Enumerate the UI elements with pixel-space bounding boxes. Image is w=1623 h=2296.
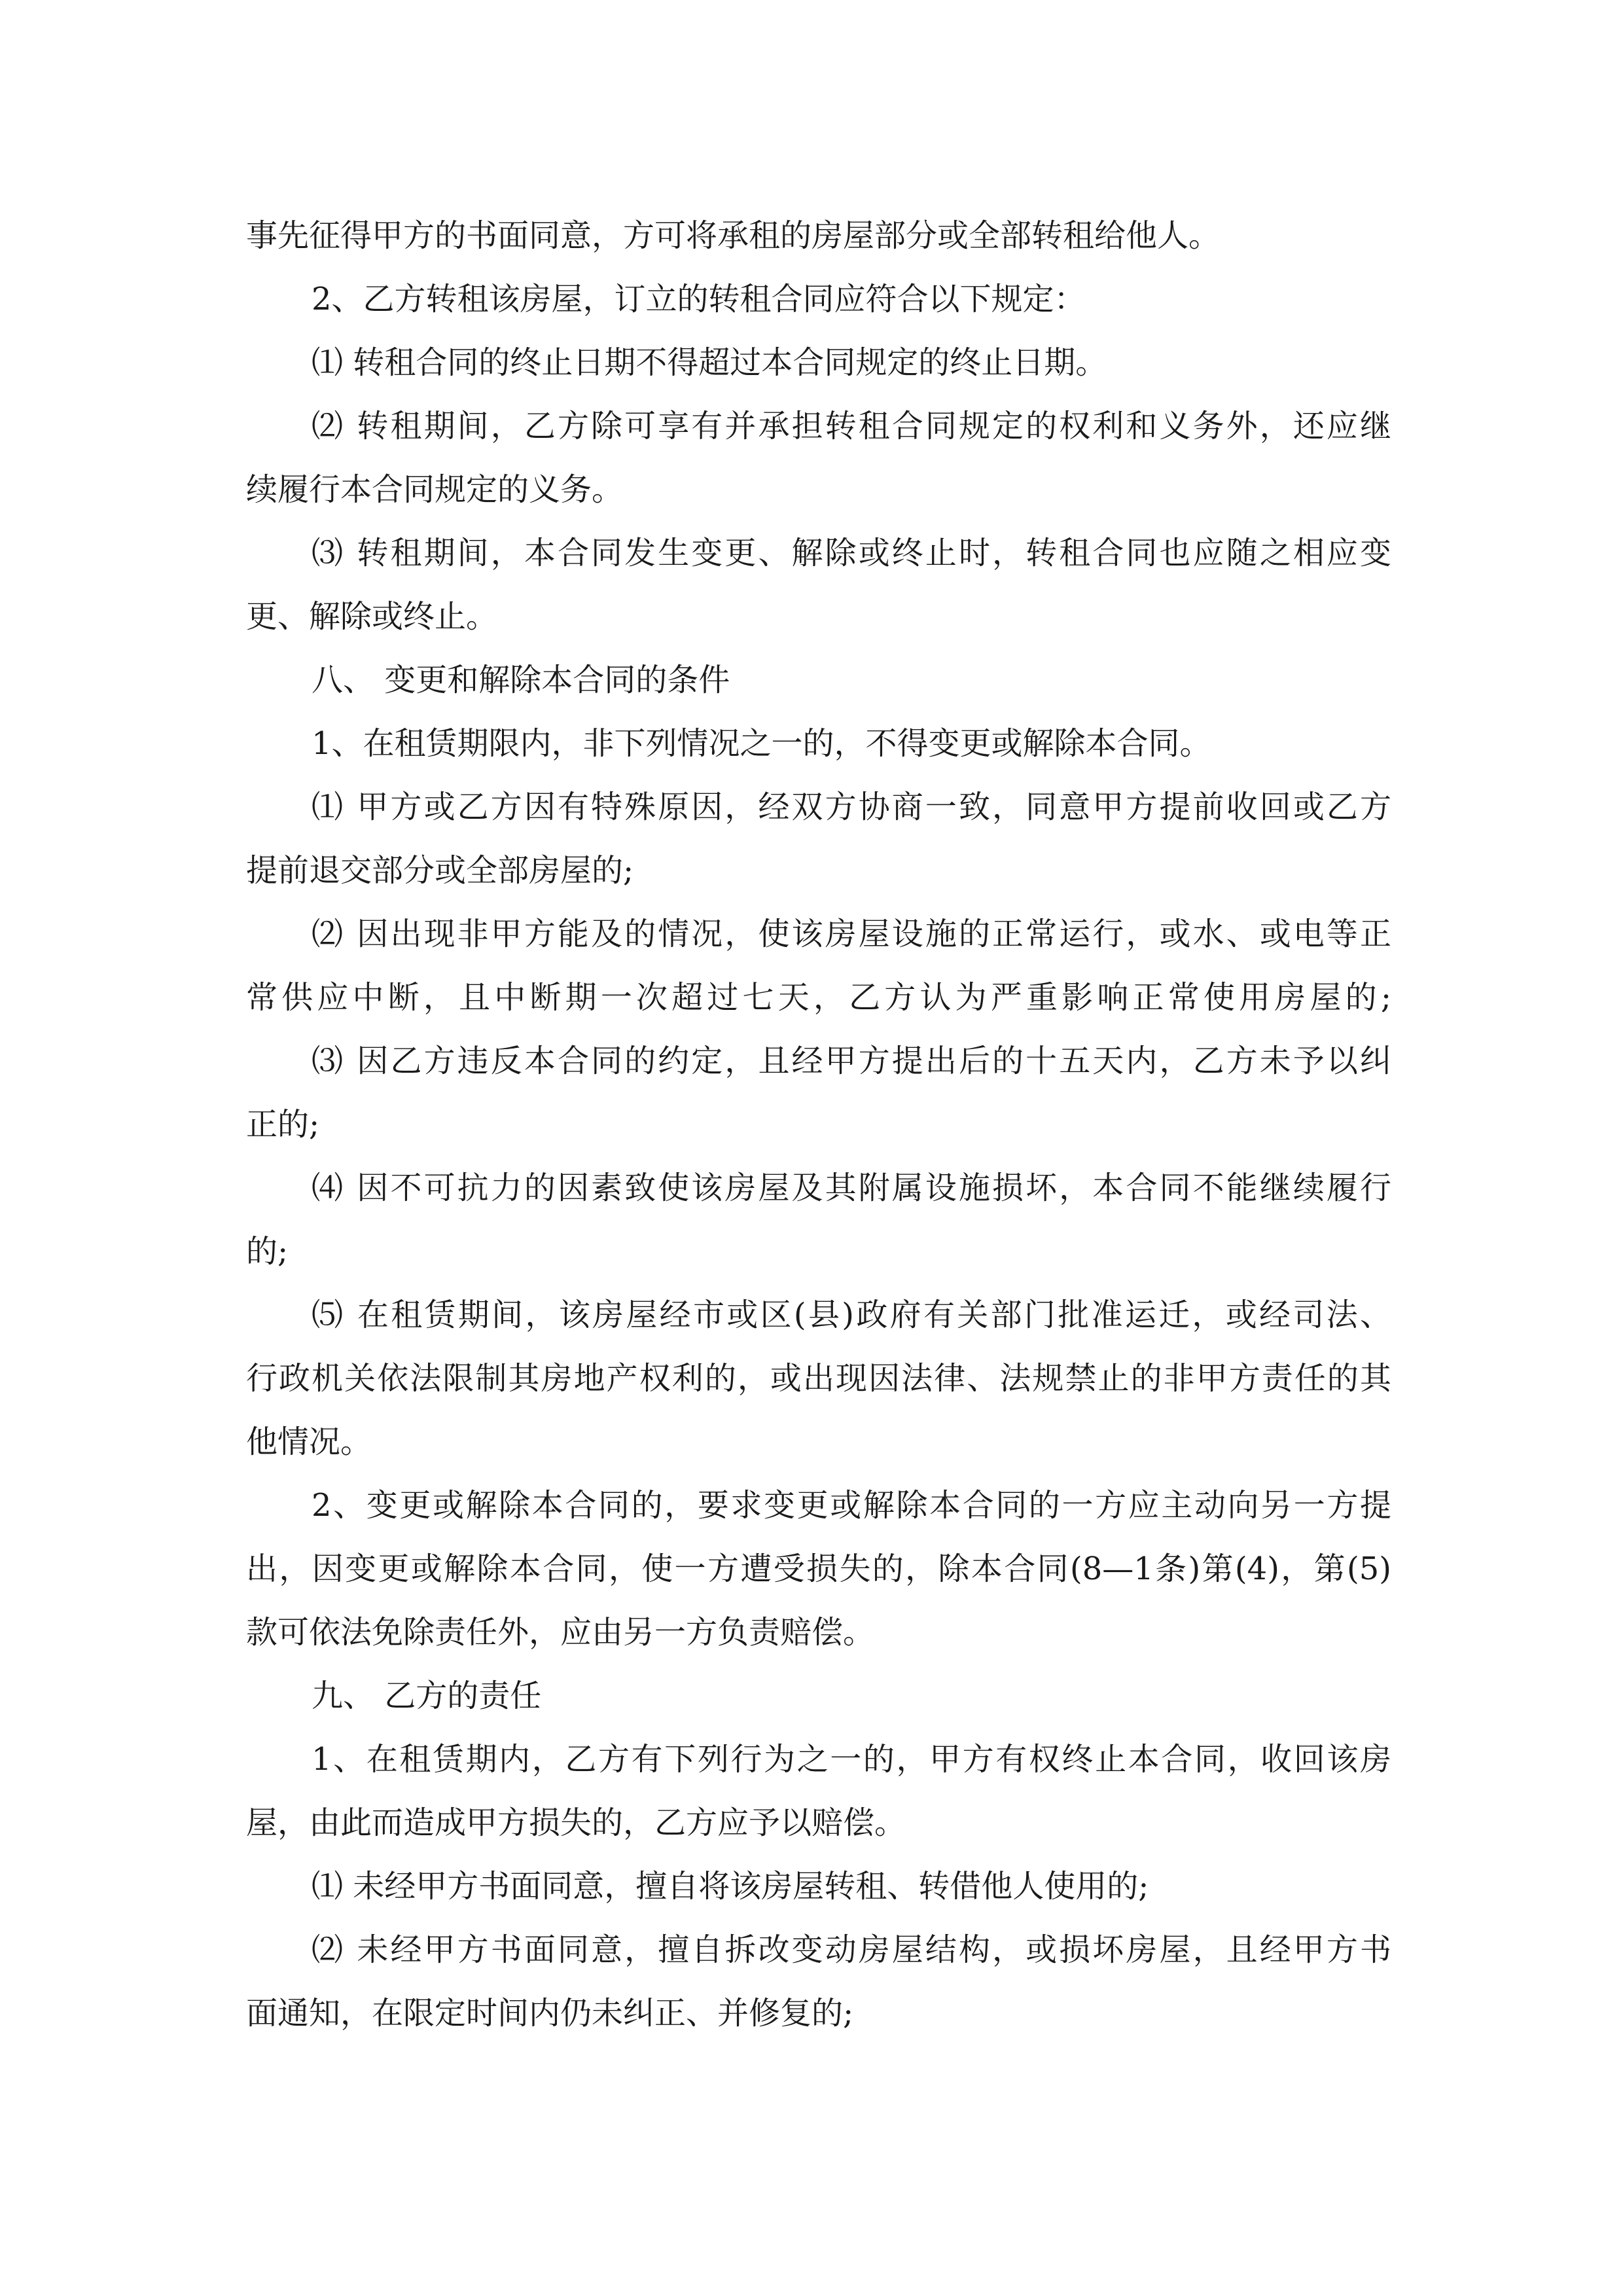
text-line: ⑵ 转租期间，乙方除可享有并承担转租合同规定的权利和义务外，还应继 [312, 408, 1391, 444]
text-line: ⑶ 转租期间，本合同发生变更、解除或终止时，转租合同也应随之相应变 [312, 535, 1391, 571]
text-line: 常供应中断，且中断期一次超过七天，乙方认为严重影响正常使用房屋的; [246, 979, 1391, 1016]
text-line: 2、乙方转租该房屋，订立的转租合同应符合以下规定： [312, 281, 1086, 317]
text-line: 款可依法免除责任外，应由另一方负责赔偿。 [246, 1614, 875, 1651]
text-line: ⑴ 未经甲方书面同意，擅自将该房屋转租、转借他人使用的; [312, 1868, 1149, 1905]
text-line: 屋，由此而造成甲方损失的，乙方应予以赔偿。 [246, 1804, 906, 1841]
text-line: 事先征得甲方的书面同意，方可将承租的房屋部分或全部转租给他人。 [246, 217, 1221, 254]
text-line: 续履行本合同规定的义务。 [246, 471, 624, 508]
text-line: 正的; [246, 1106, 320, 1143]
text-line: 1、在租赁期限内，非下列情况之一的，不得变更或解除本合同。 [312, 725, 1211, 762]
text-line: ⑷ 因不可抗力的因素致使该房屋及其附属设施损坏，本合同不能继续履行 [312, 1170, 1391, 1206]
text-line: 2、变更或解除本合同的，要求变更或解除本合同的一方应主动向另一方提 [312, 1487, 1391, 1524]
text-line: 他情况。 [246, 1424, 372, 1460]
text-line: 行政机关依法限制其房地产权利的，或出现因法律、法规禁止的非甲方责任的其 [246, 1360, 1391, 1397]
text-line: ⑵ 因出现非甲方能及的情况，使该房屋设施的正常运行，或水、或电等正 [312, 916, 1391, 952]
contract-body [246, 204, 1391, 2045]
text-line: ⑴ 甲方或乙方因有特殊原因，经双方协商一致，同意甲方提前收回或乙方 [312, 789, 1391, 825]
text-line: 出，因变更或解除本合同，使一方遭受损失的，除本合同(8—1条)第(4)，第(5) [246, 1551, 1391, 1587]
text-line: 的; [246, 1233, 289, 1270]
text-line: 面通知，在限定时间内仍未纠正、并修复的; [246, 1995, 854, 2032]
text-line: ⑸ 在租赁期间，该房屋经市或区(县)政府有关部门批准运迁，或经司法、 [312, 1297, 1391, 1333]
text-line: 提前退交部分或全部房屋的; [246, 852, 634, 889]
text-line: 1、在租赁期内，乙方有下列行为之一的，甲方有权终止本合同，收回该房 [312, 1741, 1391, 1778]
text-line: 八、 变更和解除本合同的条件 [312, 662, 730, 698]
text-line: ⑴ 转租合同的终止日期不得超过本合同规定的终止日期。 [312, 344, 1107, 381]
text-line: ⑶ 因乙方违反本合同的约定，且经甲方提出后的十五天内，乙方未予以纠 [312, 1043, 1391, 1079]
text-line: ⑵ 未经甲方书面同意，擅自拆改变动房屋结构，或损坏房屋，且经甲方书 [312, 1931, 1391, 1968]
text-line: 九、 乙方的责任 [312, 1677, 542, 1714]
text-line: 更、解除或终止。 [246, 598, 498, 635]
